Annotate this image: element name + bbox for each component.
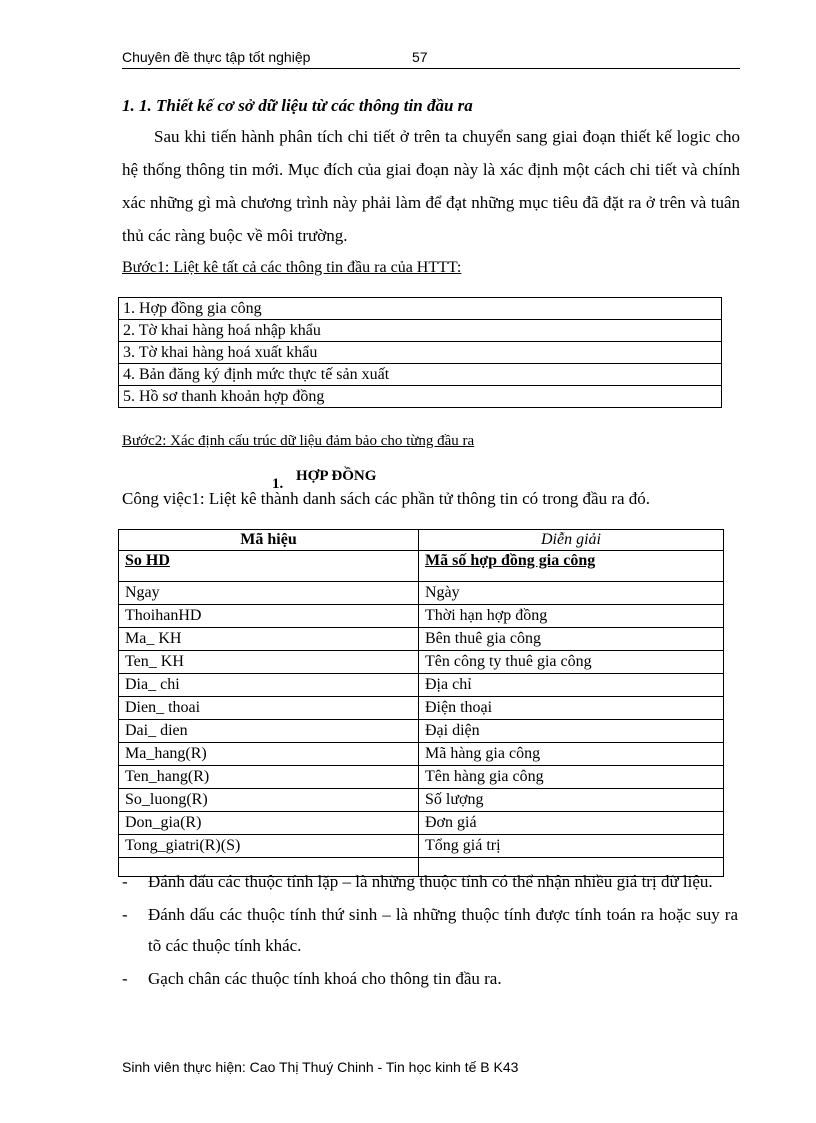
field-description: Địa chỉ: [419, 674, 724, 697]
section-heading: 1. 1. Thiết kế cơ sở dữ liệu từ các thông tin đầu ra: [122, 96, 473, 115]
output-item: 4. Bản đăng ký định mức thực tế sản xuất: [119, 364, 722, 386]
field-code: Ten_hang(R): [119, 766, 419, 789]
field-description: Tên hàng gia công: [419, 766, 724, 789]
field-description: Điện thoại: [419, 697, 724, 720]
field-code: Ma_ KH: [119, 628, 419, 651]
table-row: [119, 674, 724, 697]
table-row: [119, 628, 724, 651]
field-description: Đơn giá: [419, 812, 724, 835]
table-row: [119, 766, 724, 789]
table-row: [119, 720, 724, 743]
table-row: [119, 320, 722, 342]
list-item: [122, 866, 738, 897]
field-code: Dai_ dien: [119, 720, 419, 743]
task1-text: Công việc1: Liệt kê thành danh sách các phần tử thông tin có trong đầu ra đó.: [122, 489, 651, 508]
contract-number: 1.: [272, 476, 284, 492]
intro-paragraph: [122, 120, 740, 252]
output-item: 5. Hồ sơ thanh khoản hợp đồng: [119, 386, 722, 408]
table-row: [119, 386, 722, 408]
field-description: Tên công ty thuê gia công: [419, 651, 724, 674]
field-code: So_luong(R): [119, 789, 419, 812]
key-row: [119, 551, 724, 582]
field-description: Ngày: [419, 582, 724, 605]
table-row: [119, 298, 722, 320]
bullet-marker: -: [122, 872, 128, 891]
field-code: Dia_ chi: [119, 674, 419, 697]
list-item: [122, 899, 738, 961]
field-code: Dien_ thoai: [119, 697, 419, 720]
table-row: [119, 697, 724, 720]
bullet-text: Gạch chân các thuộc tính khoá cho thông tin đầu ra.: [148, 969, 502, 988]
field-description: Đại diện: [419, 720, 724, 743]
field-description: Thời hạn hợp đồng: [419, 605, 724, 628]
table-row: [119, 651, 724, 674]
field-code: Ma_hang(R): [119, 743, 419, 766]
table-row: [119, 364, 722, 386]
table-header-row: [119, 530, 724, 551]
key-code: So HD: [119, 551, 419, 582]
output-item: 3. Tờ khai hàng hoá xuất khẩu: [119, 342, 722, 364]
page-header: [122, 48, 740, 69]
output-item: 1. Hợp đồng gia công: [119, 298, 722, 320]
output-item: 2. Tờ khai hàng hoá nhập khẩu: [119, 320, 722, 342]
bullet-text: Đánh dấu các thuộc tính thứ sinh – là những thuộc tính được tính toán ra hoặc suy ra tõ các thuộc tính khác.: [148, 905, 738, 955]
field-code: Don_gia(R): [119, 812, 419, 835]
header-description: Diễn giải: [419, 530, 724, 551]
header-code: Mã hiệu: [119, 530, 419, 551]
bullet-text: Đánh dấu các thuộc tính lặp – là những thuộc tính có thể nhận nhiều giá trị dữ liệu.: [148, 872, 713, 891]
table-row: [119, 605, 724, 628]
table-row: [119, 835, 724, 858]
page-footer: Sinh viên thực hiện: Cao Thị Thuý Chinh - Tin học kinh tế B K43: [122, 1059, 519, 1075]
fields-table: [118, 529, 724, 877]
field-code: Tong_giatri(R)(S): [119, 835, 419, 858]
step1-label: Bước1: Liệt kê tất cả các thông tin đầu ra của HTTT:: [122, 259, 462, 276]
list-item: [122, 963, 738, 994]
outputs-table: [118, 297, 722, 408]
field-code: Ten_ KH: [119, 651, 419, 674]
contract-title: HỢP ĐỒNG: [296, 468, 377, 484]
step2-label: Bước2: Xác định cấu trúc dữ liệu đảm bảo cho từng đầu ra: [122, 433, 475, 449]
field-code: Ngay: [119, 582, 419, 605]
field-description: Bên thuê gia công: [419, 628, 724, 651]
intro-paragraph-text: Sau khi tiến hành phân tích chi tiết ở trên ta chuyển sang giai đoạn thiết kế logic cho hệ thống thông tin mới. Mục đích của giai đoạn này là xác định một cách chi tiết và chính xác những gì mà chương trình này phải làm để đạt những mục tiêu đã đặt ra ở trên và tuân thủ các ràng buộc về môi trường.: [122, 127, 740, 245]
table-row: [119, 812, 724, 835]
bullet-marker: -: [122, 969, 128, 988]
field-description: Số lượng: [419, 789, 724, 812]
bullet-list: [122, 866, 738, 996]
table-row: [119, 743, 724, 766]
table-row: [119, 582, 724, 605]
page-number: 57: [412, 49, 428, 65]
key-description: Mã số hợp đồng gia công: [419, 551, 724, 582]
table-row: [119, 342, 722, 364]
header-title: Chuyên đề thực tập tốt nghiệp: [122, 49, 311, 65]
field-description: Mã hàng gia công: [419, 743, 724, 766]
table-row: [119, 789, 724, 812]
field-description: Tổng giá trị: [419, 835, 724, 858]
bullet-marker: -: [122, 905, 128, 924]
field-code: ThoihanHD: [119, 605, 419, 628]
